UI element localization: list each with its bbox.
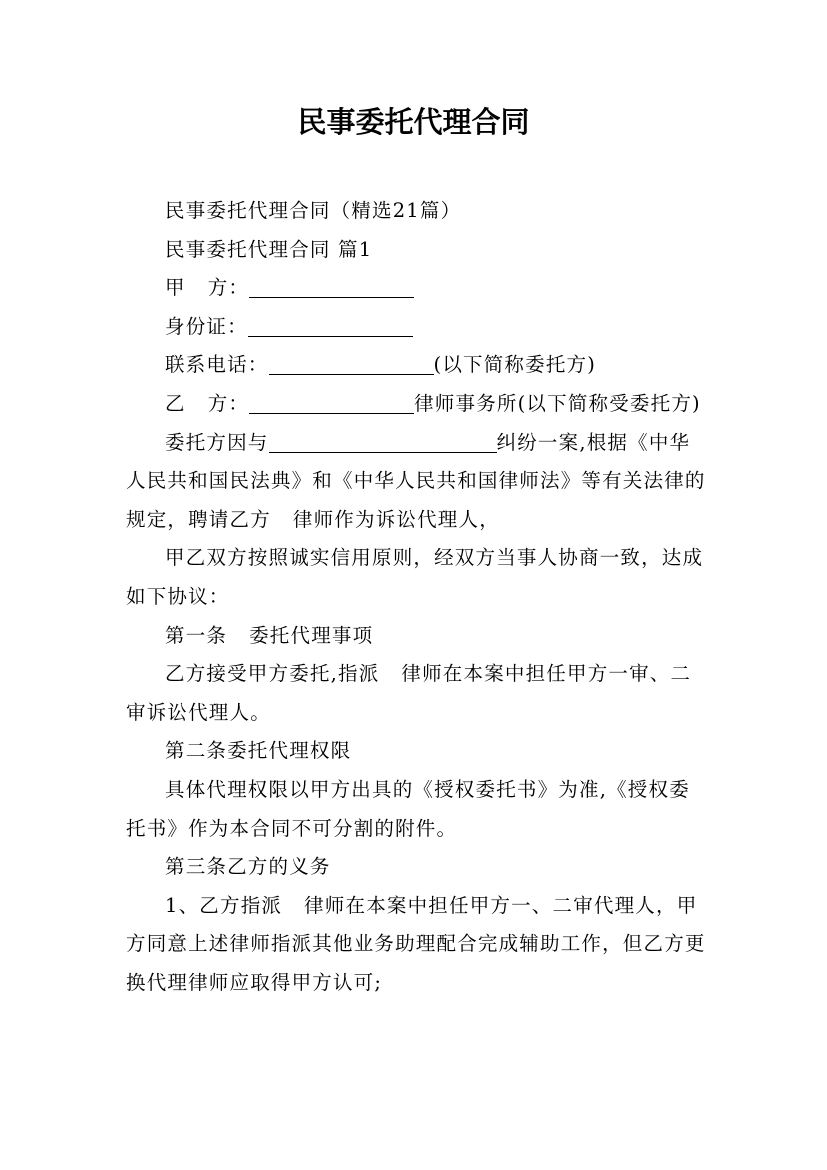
party-b-label-2: 方： <box>207 391 250 415</box>
party-b-line <box>126 385 706 424</box>
party-a-line <box>126 269 706 308</box>
dispute-prefix: 委托方因与 <box>165 430 269 454</box>
article-1-heading: 委托代理事项 <box>249 623 374 647</box>
article-3-item-1-start: 1、乙方指派 <box>165 893 283 917</box>
phone-line <box>126 346 706 385</box>
article-3-item-1 <box>126 887 706 1003</box>
article-1-body-end: 律师在本案中担任甲方一审、二审诉讼代理人。 <box>126 662 692 724</box>
article-2-body: 具体代理权限以甲方出具的《授权委托书》为准,《授权委托书》作为本合同不可分割的附件。 <box>126 777 690 840</box>
dispute-end: 律师作为诉讼代理人， <box>292 507 500 531</box>
party-a-label-2: 方： <box>207 276 250 300</box>
phone-suffix: (以下简称委托方) <box>433 353 597 377</box>
party-a-blank <box>249 275 414 298</box>
document-title: 民事委托代理合同 <box>297 105 530 139</box>
section-heading: 民事委托代理合同 篇1 <box>165 237 373 261</box>
phone-blank <box>269 352 434 375</box>
article-1-body <box>126 655 706 732</box>
party-b-blank <box>249 391 414 414</box>
id-blank <box>248 314 413 337</box>
agreement-paragraph: 甲乙双方按照诚实信用原则，经双方当事人协商一致，达成如下协议： <box>126 546 704 608</box>
id-label: 身份证： <box>165 314 248 338</box>
document-body <box>126 192 706 1002</box>
party-b-suffix: 律师事务所(以下简称受委托方) <box>414 391 701 415</box>
phone-label: 联系电话： <box>165 353 269 377</box>
party-a-label: 甲 <box>165 276 186 300</box>
article-1-title <box>126 617 706 656</box>
dispute-blank <box>269 430 497 453</box>
article-2-title: 第二条委托代理权限 <box>165 739 352 763</box>
article-3-item-1-end: 律师在本案中担任甲方一、二审代理人，甲方同意上述律师指派其他业务助理配合完成辅助工作，但乙方更换代理律师应取得甲方认可; <box>126 893 706 994</box>
article-3-title: 第三条乙方的义务 <box>165 855 331 879</box>
article-1-number: 第一条 <box>165 623 228 647</box>
party-b-label: 乙 <box>165 391 186 415</box>
id-line <box>126 308 706 347</box>
article-1-body-start: 乙方接受甲方委托,指派 <box>165 662 380 686</box>
dispute-text: 纠纷一案,根据《中华人民共和国民法典》和《中华人民共和国律师法》等有关法律的规定，聘请乙方 <box>126 430 706 531</box>
dispute-paragraph <box>126 424 706 540</box>
subtitle-line: 民事委托代理合同（精选21篇） <box>165 199 462 222</box>
